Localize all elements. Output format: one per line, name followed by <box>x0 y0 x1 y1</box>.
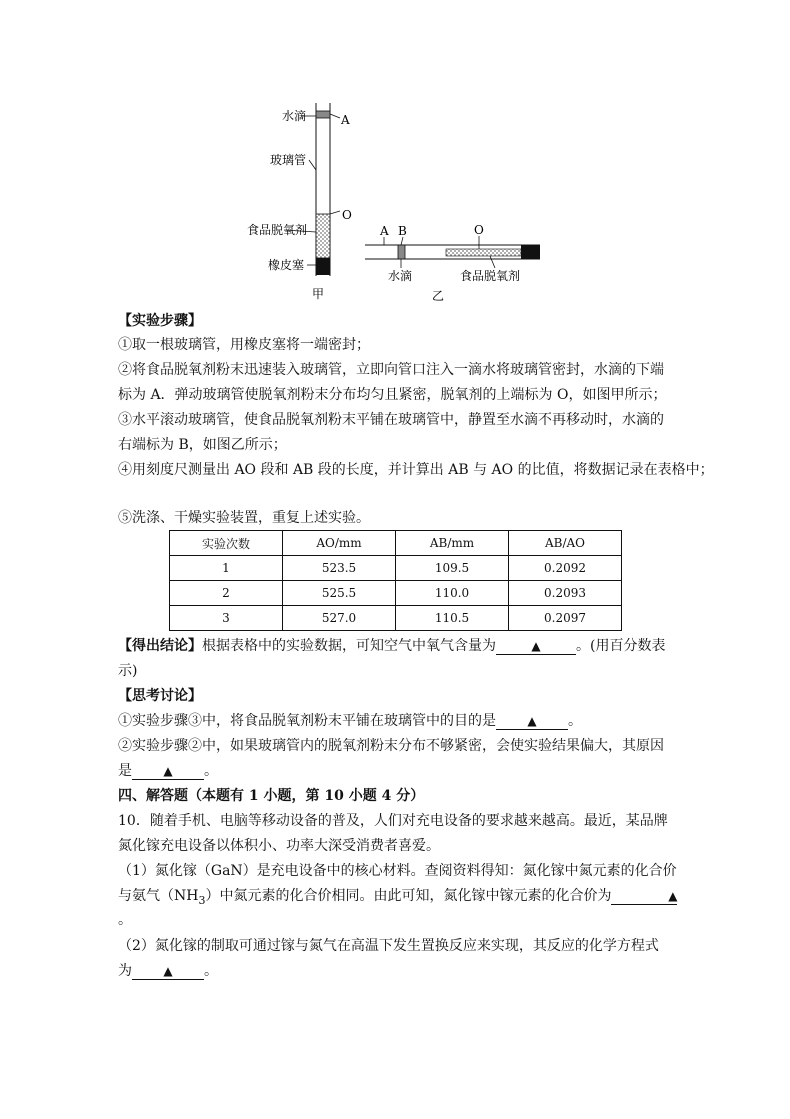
label-O-jia: O <box>342 208 352 222</box>
blank-marker: ▲ <box>163 764 173 778</box>
table-cell: 2 <box>170 581 283 606</box>
table-cell: 523.5 <box>283 556 396 581</box>
label-A-jia: A <box>341 113 350 127</box>
table-cell: 110.0 <box>396 581 509 606</box>
section4-heading: 四、解答题（本题有 1 小题，第 10 小题 4 分） <box>118 788 425 804</box>
discussion-q2-line1: ②实验步骤②中，如果玻璃管内的脱氧剂粉末分布不够紧密，会使实验结果偏大，其原因 <box>118 738 664 754</box>
blank-marker: ▲ <box>668 889 678 903</box>
step-5: ⑤洗涤、干燥实验装置，重复上述实验。 <box>118 510 370 526</box>
answer-blank-purpose[interactable] <box>496 714 568 730</box>
water-drop-jia <box>316 111 330 118</box>
discussion-heading: 【思考讨论】 <box>118 688 202 704</box>
label-B-yi: B <box>398 224 407 238</box>
table-cell: 109.5 <box>396 556 509 581</box>
table-cell: 527.0 <box>283 606 396 631</box>
water-drop-yi <box>398 245 405 259</box>
table-cell: 525.5 <box>283 581 396 606</box>
apparatus-figure <box>0 0 790 310</box>
step-2-line2: 标为 A．弹动玻璃管使脱氧剂粉末分布均匀且紧密，脱氧剂的上端标为 O，如图甲所示； <box>118 387 667 403</box>
table-header-row <box>170 531 622 556</box>
table-row <box>170 556 622 581</box>
discussion-q2-text: 是 <box>118 763 132 779</box>
rubber-stopper-jia <box>316 258 330 275</box>
rubber-stopper-yi <box>521 245 540 259</box>
discussion-q1-text: ①实验步骤③中，将食品脱氧剂粉末平铺在玻璃管中的目的是 <box>118 713 496 729</box>
table-cell: 1 <box>170 556 283 581</box>
conclusion-text: 根据表格中的实验数据，可知空气中氧气含量为 <box>202 638 496 654</box>
table-row <box>170 581 622 606</box>
label-agent-yi: 食品脱氧剂 <box>460 269 521 283</box>
q10-p1-text-a: 与氨气（NH <box>118 888 199 904</box>
table-cell: 3 <box>170 606 283 631</box>
data-table <box>169 530 622 631</box>
table-header: AB/mm <box>396 531 509 556</box>
caption-yi: 乙 <box>432 289 445 303</box>
table-header: AB/AO <box>509 531 622 556</box>
deoxidizer-yi <box>446 249 521 256</box>
table-cell: 110.5 <box>396 606 509 631</box>
conclusion-line1 <box>118 637 665 655</box>
label-water-jia: 水滴 <box>282 109 307 123</box>
q10-p1-line3: 。 <box>118 912 132 928</box>
table-header: AO/mm <box>283 531 396 556</box>
discussion-q1 <box>118 712 582 730</box>
label-stopper-jia: 橡皮塞 <box>268 258 305 272</box>
table-cell: 0.2093 <box>509 581 622 606</box>
q10-line2: 氮化镓充电设备以体积小、功率大深受消费者喜爱。 <box>118 838 440 854</box>
q10-p1-text-b: ）中氮元素的化合价相同。由此可知，氮化镓中镓元素的化合价为 <box>205 888 612 904</box>
q10-p2-line2 <box>118 962 218 980</box>
conclusion-heading: 【得出结论】 <box>118 638 202 654</box>
conclusion-line2: 示) <box>118 663 138 679</box>
label-tube-jia: 玻璃管 <box>270 153 307 167</box>
q10-p1-subscript: 3 <box>198 893 206 907</box>
step-2-line1: ②将食品脱氧剂粉末迅速装入玻璃管，立即向管口注入一滴水将玻璃管密封，水滴的下端 <box>118 362 664 378</box>
figure-jia <box>247 103 352 301</box>
deoxidizer-jia <box>316 214 330 258</box>
q10-p2-end: 。 <box>204 963 218 979</box>
table-cell: 0.2092 <box>509 556 622 581</box>
q10-p1-line2 <box>118 887 677 910</box>
answer-blank-valence[interactable] <box>611 889 677 905</box>
q10-line1: 10．随着手机、电脑等移动设备的普及，人们对充电设备的要求越来越高。最近，某品牌 <box>118 813 668 829</box>
table-row <box>170 606 622 631</box>
step-3-line1: ③水平滚动玻璃管，使食品脱氧剂粉末平铺在玻璃管中，静置至水滴不再移动时，水滴的 <box>118 412 664 428</box>
figure-yi <box>365 223 540 303</box>
step-4: ④用刻度尺测量出 AO 段和 AB 段的长度，并计算出 AB 与 AO 的比值，将数据记录在表格中； <box>118 462 714 478</box>
discussion-q2-end: 。 <box>204 763 218 779</box>
q10-p1-line1: （1）氮化镓（GaN）是充电设备中的核心材料。查阅资料得知：氮化镓中氮元素的化合价 <box>118 863 677 879</box>
label-O-yi: O <box>474 223 484 237</box>
answer-blank-oxygen[interactable] <box>496 639 576 655</box>
q10-p2-text: 为 <box>118 963 132 979</box>
answer-blank-reason[interactable] <box>132 764 204 780</box>
step-3-line2: 右端标为 B，如图乙所示； <box>118 437 287 453</box>
step-1: ①取一根玻璃管，用橡皮塞将一端密封； <box>118 337 370 353</box>
blank-marker: ▲ <box>531 639 541 653</box>
label-A-yi: A <box>380 224 389 238</box>
label-water-yi: 水滴 <box>388 269 413 283</box>
answer-blank-equation[interactable] <box>132 964 204 980</box>
discussion-q1-end: 。 <box>568 713 582 729</box>
steps-heading: 【实验步骤】 <box>118 313 202 329</box>
table-cell: 0.2097 <box>509 606 622 631</box>
conclusion-text-after: 。(用百分数表 <box>576 638 666 654</box>
label-agent-jia: 食品脱氧剂 <box>247 223 308 237</box>
caption-jia: 甲 <box>312 287 325 301</box>
blank-marker: ▲ <box>163 964 173 978</box>
q10-p2-line1: （2）氮化镓的制取可通过镓与氮气在高温下发生置换反应来实现，其反应的化学方程式 <box>118 938 659 954</box>
blank-marker: ▲ <box>527 714 537 728</box>
discussion-q2-line2 <box>118 762 218 780</box>
table-header: 实验次数 <box>170 531 283 556</box>
